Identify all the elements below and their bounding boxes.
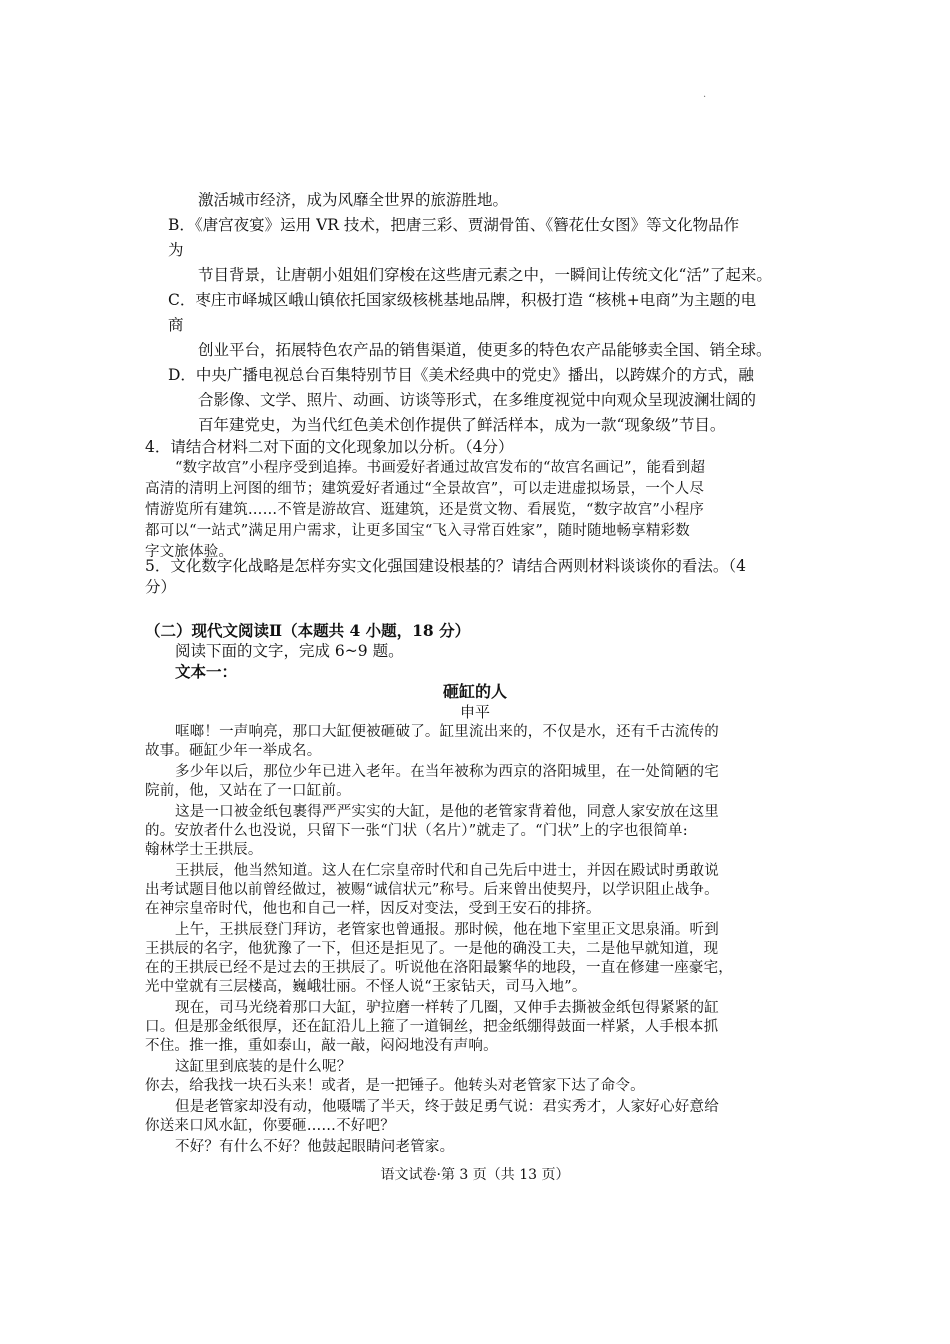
story-line: 不好？有什么不好？他鼓起眼睛问老管家。 — [175, 1139, 455, 1155]
section-heading: （二）现代文阅读Ⅱ（本题共 4 小题，18 分） — [145, 621, 471, 640]
option-c-line2: 商 — [168, 316, 184, 334]
story-line: 但是老管家却没有动，他嗫嚅了半天，终于鼓足勇气说：君实秀才，人家好心好意给 — [175, 1099, 719, 1115]
question-4-material-line: 情游览所有建筑……不管是游故宫、逛建筑，还是赏文物、看展览，“数字故宫”小程序 — [145, 502, 705, 518]
story-line: 王拱辰的名字，他犹豫了一下，但还是拒见了。一是他的确没工夫，二是他早就知道，现 — [145, 941, 719, 957]
story-line: 上午，王拱辰登门拜访，老管家也曾通报。那时候，他在地下室里正文思泉涌。听到 — [175, 922, 719, 938]
option-a-continuation: 激活城市经济，成为风靡全世界的旅游胜地。 — [198, 191, 509, 209]
story-line: 多少年以后，那位少年已进入老年。在当年被称为西京的洛阳城里，在一处简陋的宅 — [175, 764, 719, 780]
story-line: 光中堂就有三层楼高，巍峨壮丽。不怪人说“王家钻天，司马入地”。 — [145, 979, 587, 995]
story-line: 哐啷！一声响亮，那口大缸便被砸破了。缸里流出来的，不仅是水，还有千古流传的 — [175, 724, 719, 740]
story-title: 砸缸的人 — [442, 682, 507, 701]
story-line: 在的王拱辰已经不是过去的王拱辰了。听说他在洛阳最繁华的地段，一直在修建一座豪宅， — [145, 960, 733, 976]
story-line: 院前，他，又站在了一口缸前。 — [145, 783, 351, 799]
story-line: 在神宗皇帝时代，他也和自己一样，因反对变法，受到王安石的排挤。 — [145, 901, 601, 917]
question-4-material-line: 都可以“一站式”满足用户需求，让更多国宝“飞入寻常百姓家”，随时随地畅享精彩数 — [145, 523, 690, 539]
question-4-material-line: “数字故宫”小程序受到追捧。书画爱好者通过故宫发布的“故宫名画记”，能看到超 — [175, 460, 706, 476]
option-d-line2: 合影像、文学、照片、动画、访谈等形式，在多维度视觉中向观众呈现波澜壮阔的 — [198, 391, 757, 409]
story-author: 申平 — [459, 703, 490, 721]
question-4-stem: 4．请结合材料二对下面的文化现象加以分析。（4分） — [145, 438, 514, 456]
scan-mark: · — [703, 92, 707, 103]
option-c-line3: 创业平台，拓展特色农产品的销售渠道，使更多的特色农产品能够卖全国、销全球。 — [198, 341, 772, 359]
story-line: 你送来口风水缸，你要砸……不好吧？ — [145, 1118, 395, 1134]
option-b-line2: 为 — [168, 241, 184, 259]
question-5-line2: 分） — [145, 578, 177, 596]
story-line: 口。但是那金纸很厚，还在缸沿儿上箍了一道铜丝，把金纸绷得鼓面一样紧，人手根本抓 — [145, 1019, 719, 1035]
story-line: 这缸里到底装的是什么呢？ — [175, 1059, 352, 1075]
story-line: 这是一口被金纸包裹得严严实实的大缸，是他的老管家背着他，同意人家安放在这里 — [175, 804, 719, 820]
option-d-line3: 百年建党史，为当代红色美术创作提供了鲜活样本，成为一款“现象级”节目。 — [198, 416, 726, 434]
story-line: 故事。砸缸少年一举成名。 — [145, 743, 322, 759]
story-line: 不住。推一推，重如泰山，敲一敲，闷闷地没有声响。 — [145, 1038, 498, 1054]
option-c-line1: C．枣庄市峄城区峨山镇依托国家级核桃基地品牌，积极打造 “核桃+电商”为主题的电 — [168, 291, 757, 309]
option-b-line3: 节目背景，让唐朝小姐姐们穿梭在这些唐元素之中，一瞬间让传统文化“活”了起来。 — [198, 266, 772, 284]
option-d-line1: D．中央广播电视总台百集特别节目《美术经典中的党史》播出，以跨媒介的方式，融 — [168, 366, 754, 384]
section-instruction: 阅读下面的文字，完成 6~9 题。 — [175, 642, 404, 660]
story-line: 王拱辰，他当然知道。这人在仁宗皇帝时代和自己先后中进士，并因在殿试时勇敢说 — [175, 863, 719, 879]
question-4-material-line: 高清的清明上河图的细节；建筑爱好者通过“全景故宫”，可以走进虚拟场景，一个人尽 — [145, 481, 705, 497]
story-line: 你去，给我找一块石头来！或者，是一把锤子。他转头对老管家下达了命令。 — [145, 1078, 645, 1094]
question-5-line1: 5．文化数字化战略是怎样夯实文化强国建设根基的？请结合两则材料谈谈你的看法。（4 — [145, 557, 746, 575]
page-footer: 语文试卷·第 3 页（共 13 页） — [380, 1167, 570, 1183]
text-label: 文本一： — [175, 662, 238, 681]
story-line: 翰林学士王拱辰。 — [145, 842, 263, 858]
story-line: 出考试题目他以前曾经做过，被赐“诚信状元”称号。后来曾出使契丹，以学识阻止战争。 — [145, 882, 719, 898]
story-line: 现在，司马光绕着那口大缸，驴拉磨一样转了几圈，又伸手去撕被金纸包得紧紧的缸 — [175, 1000, 719, 1016]
story-line: 的。安放者什么也没说，只留下一张“门状（名片）”就走了。“门状”上的字也很简单: — [145, 823, 688, 839]
question-4-material-line: 字文旅体验。 — [145, 544, 234, 560]
option-b-line1: B．《唐宫夜宴》运用 VR 技术，把唐三彩、贾湖骨笛、《簪花仕女图》等文化物品作 — [168, 216, 740, 234]
